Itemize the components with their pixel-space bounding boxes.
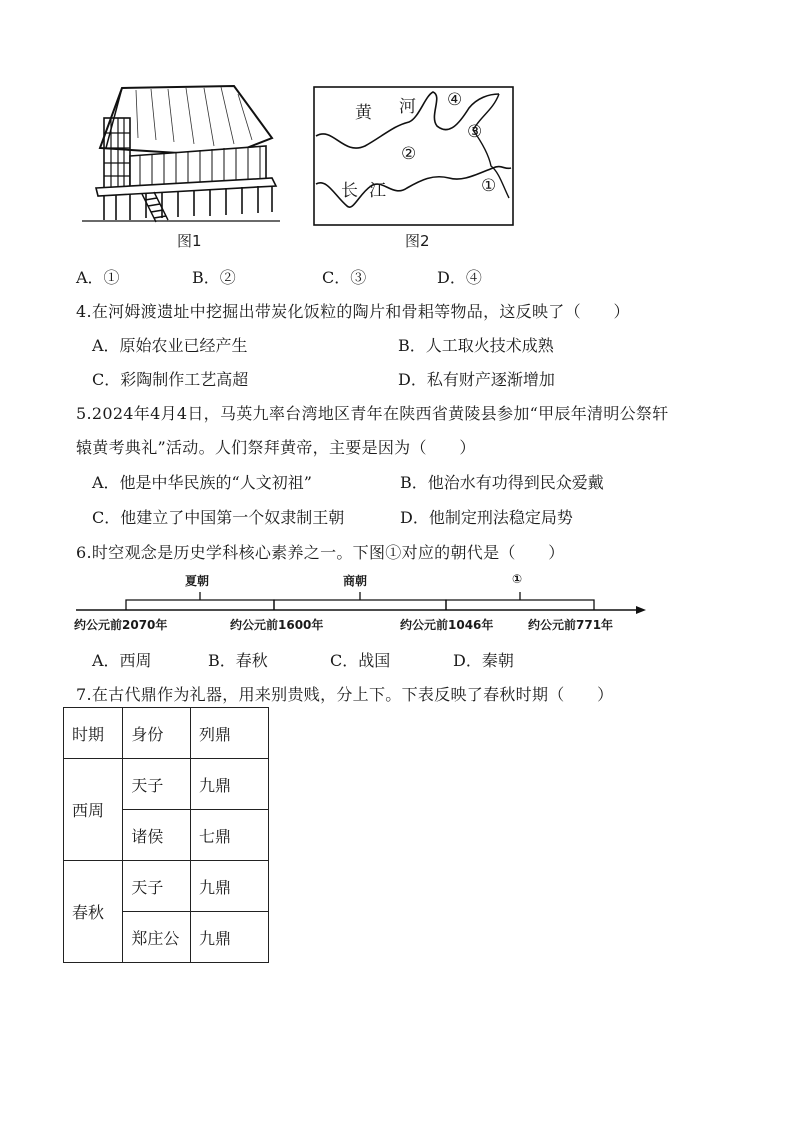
ding-cell: 七鼎: [190, 810, 268, 861]
q3-option-c[interactable]: C．③: [322, 268, 367, 287]
identity-cell: 诸侯: [123, 810, 191, 861]
period-spring-autumn: 春秋: [64, 861, 123, 963]
header-period: 时期: [64, 708, 123, 759]
q6-option-d[interactable]: D．秦朝: [453, 651, 514, 670]
identity-cell: 郑庄公: [123, 912, 191, 963]
timeline: [70, 568, 650, 634]
stilt-house-illustration: [76, 78, 282, 224]
table-header-row: [64, 708, 269, 759]
q5-stem-line-1: 5.2024年4月4日，马英九率台湾地区青年在陕西省黄陵县参加“甲辰年清明公祭轩: [76, 404, 669, 423]
timeline-period-xia: 夏朝: [185, 574, 210, 588]
q3-option-a[interactable]: A．①: [76, 268, 120, 287]
table-row: [64, 759, 269, 810]
figure-1-caption: 图1: [177, 232, 202, 250]
identity-cell: 天子: [123, 861, 191, 912]
map-label-he: 河: [399, 97, 416, 117]
header-identity: 身份: [123, 708, 191, 759]
figure-2-caption: 图2: [405, 232, 430, 250]
q4-option-d[interactable]: D．私有财产逐渐增加: [398, 370, 555, 389]
period-western-zhou: 西周: [64, 759, 123, 861]
ding-cell: 九鼎: [190, 759, 268, 810]
timeline-date-1600: 约公元前1600年: [230, 618, 324, 632]
identity-cell: 天子: [123, 759, 191, 810]
q5-option-b[interactable]: B．他治水有功得到民众爱戴: [400, 473, 604, 492]
timeline-period-shang: 商朝: [343, 574, 368, 588]
header-ding: 列鼎: [190, 708, 268, 759]
timeline-date-1046: 约公元前1046年: [400, 618, 494, 632]
map-label-marker-2: ②: [401, 144, 417, 164]
q3-option-b[interactable]: B．②: [192, 268, 236, 287]
q6-option-a[interactable]: A．西周: [92, 651, 152, 670]
map-label-jiang: 江: [369, 181, 386, 201]
q6-option-b[interactable]: B．春秋: [208, 651, 268, 670]
ding-cell: 九鼎: [190, 912, 268, 963]
ding-cell: 九鼎: [190, 861, 268, 912]
q5-option-d[interactable]: D．他制定刑法稳定局势: [400, 508, 573, 527]
q5-stem-line-2: 辕黄考典礼”活动。人们祭拜黄帝，主要是因为（ ）: [76, 438, 476, 457]
timeline-period-marker-1: ①: [512, 572, 523, 586]
map-label-marker-1: ①: [481, 176, 497, 196]
figure-1: [76, 78, 282, 224]
figure-2-map: [313, 86, 514, 226]
q4-stem: 4.在河姆渡遗址中挖掘出带炭化饭粒的陶片和骨耜等物品，这反映了（ ）: [76, 302, 630, 321]
q7-stem: 7.在古代鼎作为礼器，用来别贵贱，分上下。下表反映了春秋时期（ ）: [76, 685, 614, 704]
q4-option-a[interactable]: A．原始农业已经产生: [92, 336, 248, 355]
q3-option-d[interactable]: D．④: [437, 268, 482, 287]
map-label-chang: 长: [341, 181, 358, 201]
q4-option-b[interactable]: B．人工取火技术成熟: [398, 336, 554, 355]
table-row: [64, 861, 269, 912]
q6-option-c[interactable]: C．战国: [330, 651, 391, 670]
q6-stem: 6.时空观念是历史学科核心素养之一。下图①对应的朝代是（ ）: [76, 543, 565, 562]
ding-table: [63, 707, 269, 963]
q5-option-c[interactable]: C．他建立了中国第一个奴隶制王朝: [92, 508, 345, 527]
q4-option-c[interactable]: C．彩陶制作工艺高超: [92, 370, 249, 389]
map-label-marker-3: ③: [467, 122, 483, 142]
timeline-date-771: 约公元前771年: [528, 618, 614, 632]
map-label-marker-4: ④: [447, 90, 463, 110]
q5-option-a[interactable]: A．他是中华民族的“人文初祖”: [92, 473, 312, 492]
timeline-date-2070: 约公元前2070年: [74, 618, 168, 632]
map-label-huang: 黄: [355, 103, 372, 123]
